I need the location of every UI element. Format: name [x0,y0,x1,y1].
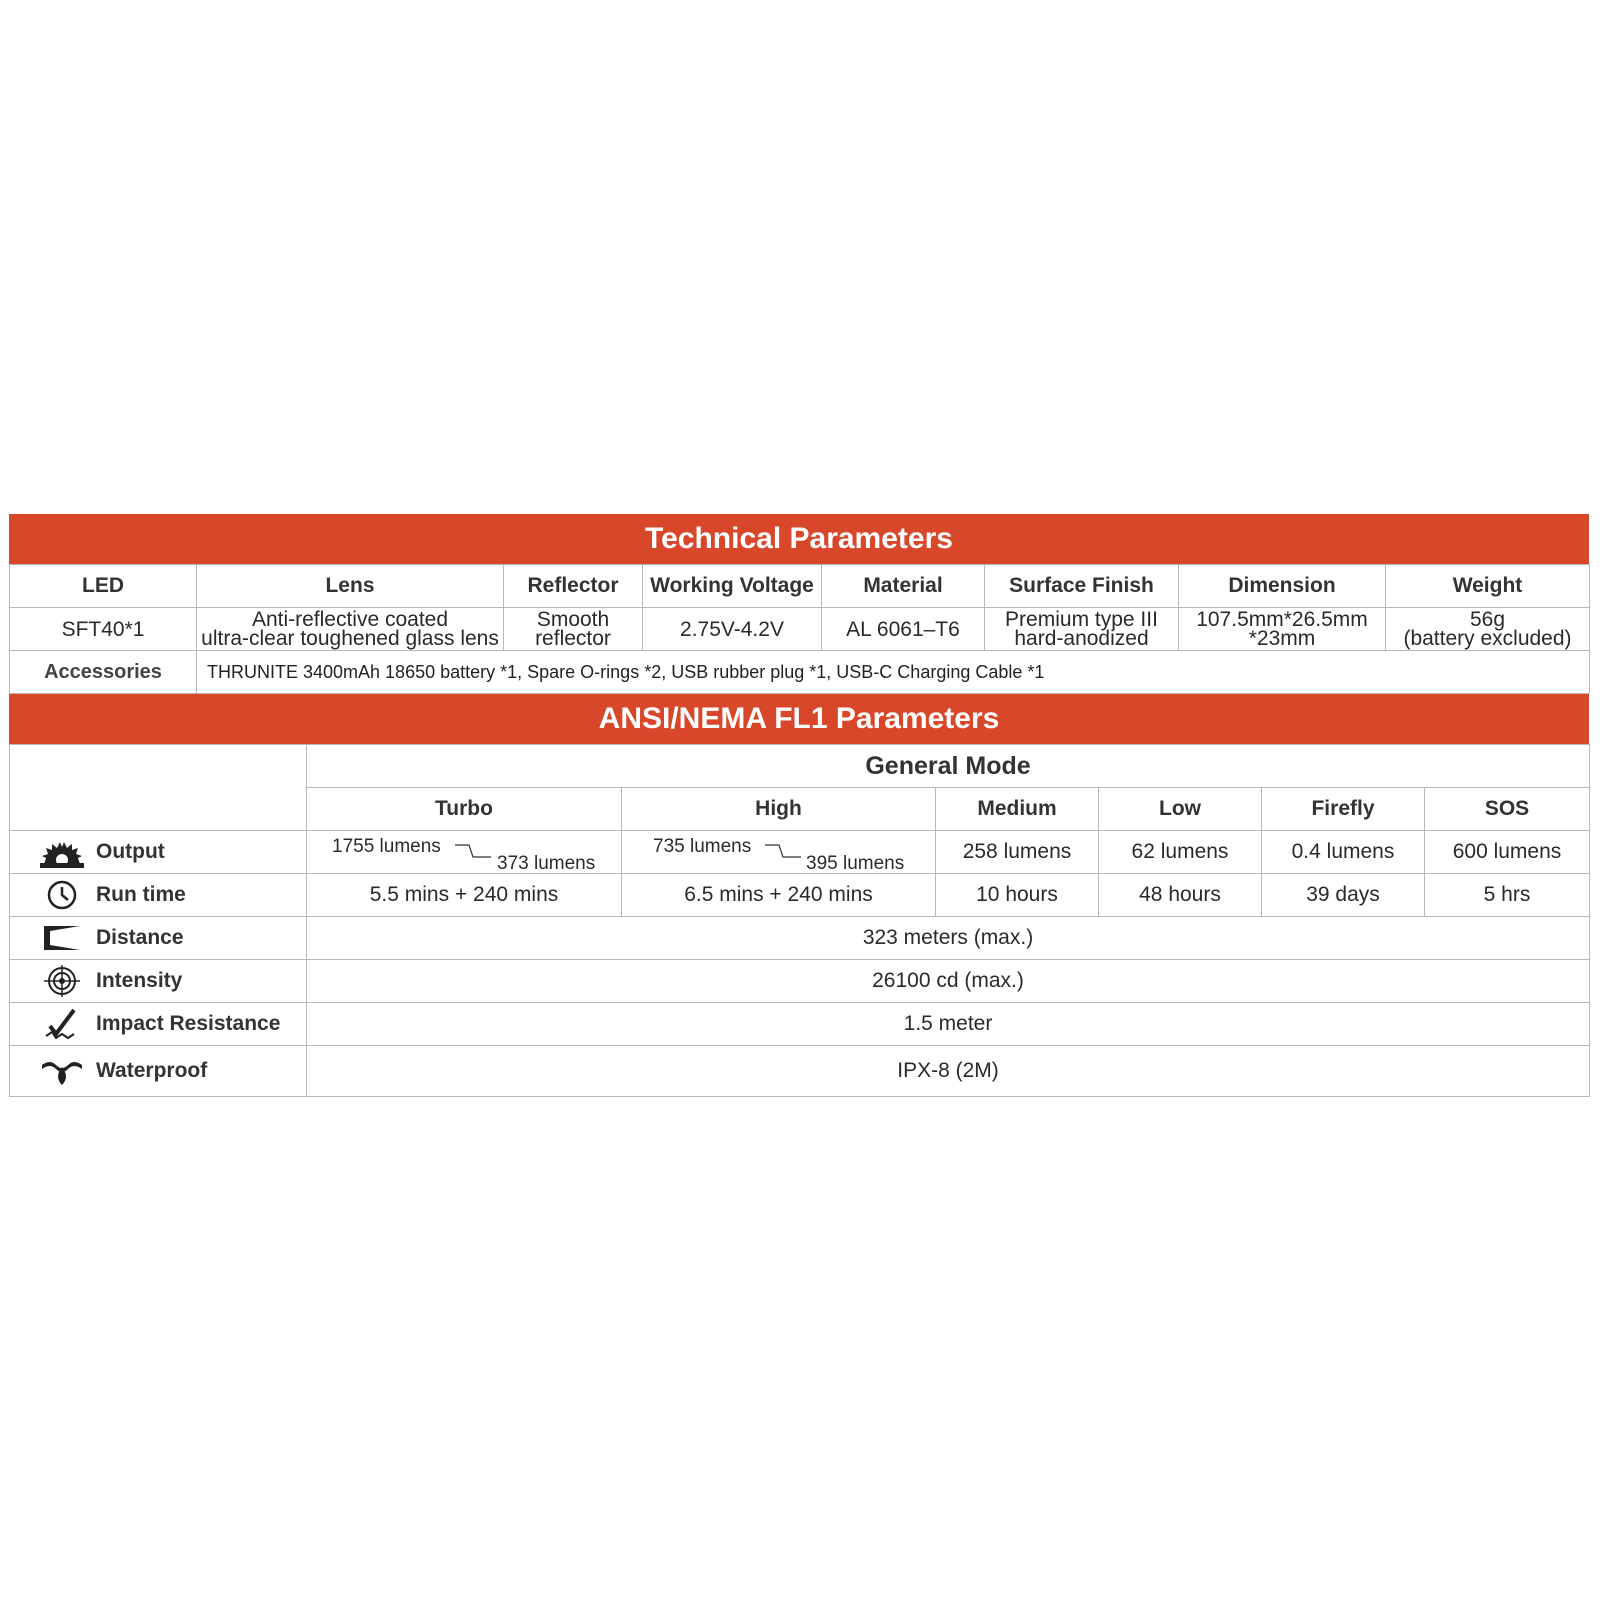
header-led: LED [10,565,197,608]
value-material: AL 6061–T6 [822,608,985,651]
mode-firefly: Firefly [1262,788,1425,831]
general-mode-label: General Mode [307,745,1590,788]
ansi-parameters-banner: ANSI/NEMA FL1 Parameters [9,694,1589,744]
accessories-label: Accessories [10,651,197,694]
mode-low: Low [1099,788,1262,831]
value-working-voltage: 2.75V-4.2V [643,608,822,651]
impact-icon [40,1008,84,1040]
beam-icon [40,922,84,954]
waterproof-value: IPX-8 (2M) [307,1046,1590,1097]
ansi-parameters-table [9,744,1590,1097]
tech-header-row [10,565,1590,608]
runtime-sos: 5 hrs [1425,874,1590,917]
output-sos: 600 lumens [1425,831,1590,874]
value-lens: Anti-reflective coated ultra-clear toughened glass lens [197,608,504,651]
distance-label-cell [10,917,307,960]
value-led: SFT40*1 [10,608,197,651]
spec-sheet [9,514,1589,1097]
step-down-icon [455,843,495,863]
runtime-label: Run time [96,883,186,906]
corner-cell [10,745,307,831]
runtime-label-cell [10,874,307,917]
intensity-row [10,960,1590,1003]
water-drop-icon [40,1055,84,1087]
value-reflector: Smooth reflector [504,608,643,651]
header-weight: Weight [1386,565,1590,608]
output-turbo: 1755 lumens 373 lumens [307,831,622,874]
impact-label-cell [10,1003,307,1046]
impact-row [10,1003,1590,1046]
mode-turbo: Turbo [307,788,622,831]
runtime-turbo: 5.5 mins + 240 mins [307,874,622,917]
waterproof-row [10,1046,1590,1097]
output-medium: 258 lumens [936,831,1099,874]
general-mode-row [10,745,1590,788]
impact-label: Impact Resistance [96,1012,281,1035]
accessories-row [10,651,1590,694]
intensity-label-cell [10,960,307,1003]
accessories-value: THRUNITE 3400mAh 18650 battery *1, Spare O-rings *2, USB rubber plug *1, USB-C Charging Cable *1 [197,651,1590,694]
mode-high: High [622,788,936,831]
waterproof-label: Waterproof [96,1059,208,1082]
tech-value-row [10,608,1590,651]
technical-parameters-banner: Technical Parameters [9,514,1589,564]
runtime-row [10,874,1590,917]
runtime-firefly: 39 days [1262,874,1425,917]
output-low: 62 lumens [1099,831,1262,874]
runtime-medium: 10 hours [936,874,1099,917]
header-working-voltage: Working Voltage [643,565,822,608]
runtime-high: 6.5 mins + 240 mins [622,874,936,917]
target-icon [40,965,84,997]
header-dimension: Dimension [1179,565,1386,608]
runtime-low: 48 hours [1099,874,1262,917]
intensity-value: 26100 cd (max.) [307,960,1590,1003]
value-surface-finish: Premium type III hard-anodized [985,608,1179,651]
distance-value: 323 meters (max.) [307,917,1590,960]
header-reflector: Reflector [504,565,643,608]
waterproof-label-cell [10,1046,307,1097]
header-material: Material [822,565,985,608]
intensity-label: Intensity [96,969,183,992]
clock-icon [40,879,84,911]
value-dimension: 107.5mm*26.5mm *23mm [1179,608,1386,651]
step-down-icon [765,843,805,863]
output-row [10,831,1590,874]
output-firefly: 0.4 lumens [1262,831,1425,874]
output-high: 735 lumens 395 lumens [622,831,936,874]
header-lens: Lens [197,565,504,608]
header-surface-finish: Surface Finish [985,565,1179,608]
value-weight: 56g (battery excluded) [1386,608,1590,651]
sunburst-icon [40,836,84,868]
impact-value: 1.5 meter [307,1003,1590,1046]
output-label: Output [96,840,165,863]
distance-label: Distance [96,926,184,949]
technical-parameters-table [9,564,1590,694]
mode-medium: Medium [936,788,1099,831]
mode-sos: SOS [1425,788,1590,831]
distance-row [10,917,1590,960]
output-label-cell [10,831,307,874]
